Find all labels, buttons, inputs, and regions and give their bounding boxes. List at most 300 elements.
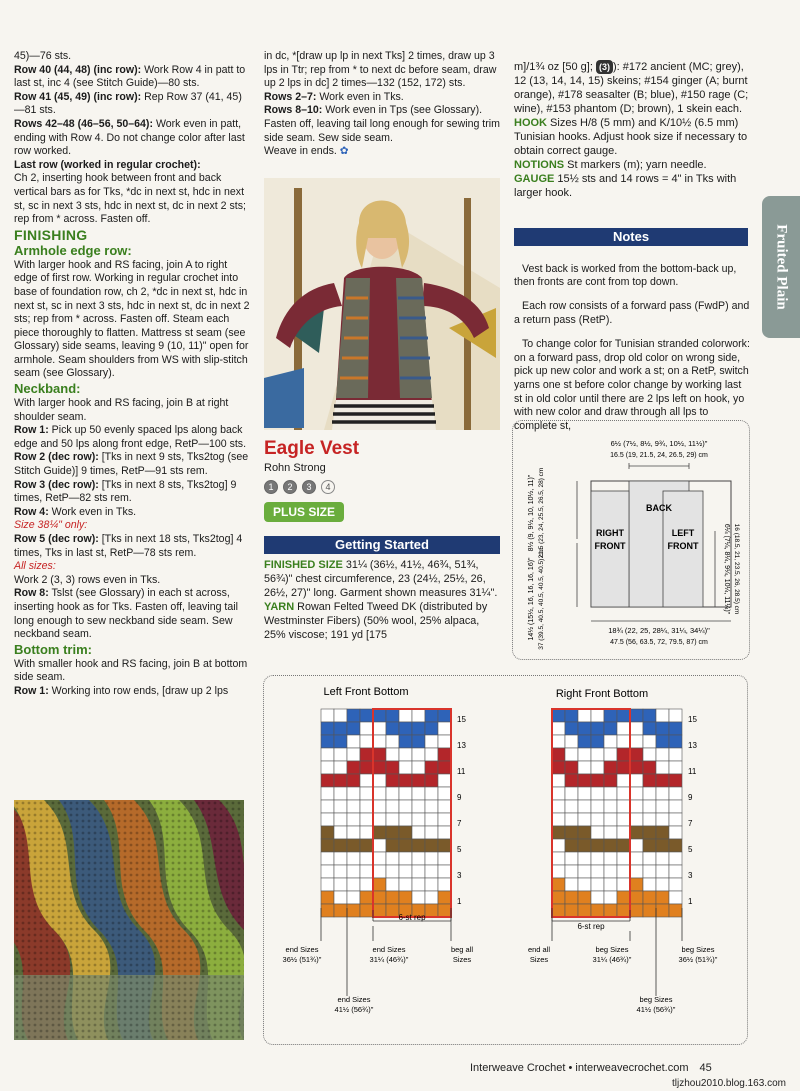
chart-cell: [578, 826, 591, 839]
note-3: To change color for Tunisian stranded colorwork: on a forward pass, drop old color on wrong side, pick up new color and work a st; on a RetP, switch yarns one st before color change by working last st in old color until there are 2 lps left on hook, yo with new color and draw through all lps to complete st,: [514, 338, 750, 432]
chart-cell: [604, 735, 617, 748]
chart-cell: [386, 774, 399, 787]
chart-cell: [360, 800, 373, 813]
chart-cell: [617, 722, 630, 735]
chart-cell: [591, 865, 604, 878]
chart-cell: [425, 722, 438, 735]
chart-cell: [334, 800, 347, 813]
chart-cell: [630, 813, 643, 826]
chart-cell: [334, 865, 347, 878]
hook: [514, 116, 750, 158]
chart-cell: [412, 813, 425, 826]
chart-cell: [360, 774, 373, 787]
finished-size-text: 31¼ (36½, 41½, 46¾, 51¾, 56¾)" chest circumference, 23 (24½, 25½, 26, 26½, 27)" long. Garment shown measures 31¼".: [264, 559, 498, 599]
chart-cell: [373, 787, 386, 800]
chart-cell: [630, 865, 643, 878]
chart-cell: [552, 865, 565, 878]
row-heading: Row 4:: [14, 505, 49, 518]
chart-cell: [656, 878, 669, 891]
chart-cell: [334, 891, 347, 904]
bottom-trim-text: With smaller hook and RS facing, join B at bottom side seam.: [14, 657, 248, 684]
chart-cell: [347, 774, 360, 787]
left-rep-label: 6-st rep: [398, 913, 426, 922]
hook-label: HOOK: [514, 117, 547, 129]
chart-cell: [412, 865, 425, 878]
note-1: Vest back is worked from the bottom-back up, then fronts are cont from top down.: [514, 262, 737, 289]
chart-cell: [438, 709, 451, 722]
row-number: 5: [457, 845, 462, 854]
chart-cell: [386, 904, 399, 917]
chart-cell: [578, 878, 591, 891]
chart-cell: [578, 852, 591, 865]
schematic-top-dim: 6½ (7½, 8½, 9¾, 10½, 11½)": [610, 439, 708, 448]
chart-cell: [399, 826, 412, 839]
chart-cell: [412, 826, 425, 839]
chart-cell: [347, 787, 360, 800]
schematic-left-front-1: LEFT: [671, 528, 695, 538]
chart-cell: [399, 722, 412, 735]
row-text: [Tks in next 9 sts, Tks2tog (see Stitch Guide)] 9 times, RetP—91 sts rem.: [14, 451, 249, 478]
schematic-left-bot-cm: 37 (39.5, 40.5, 40.5, 40.5, 40.5) cm: [538, 548, 545, 650]
chart-cell: [669, 852, 682, 865]
neck-row-1: [14, 424, 252, 451]
row-number: 9: [688, 793, 693, 802]
row-41: [14, 91, 252, 118]
row-number: 15: [688, 715, 697, 724]
right-beg-b-1: beg Sizes: [595, 945, 629, 954]
chart-cell: [321, 891, 334, 904]
chart-cell: [656, 722, 669, 735]
schematic-back-label: BACK: [646, 503, 672, 513]
chart-cell: [617, 735, 630, 748]
chart-cell: [604, 709, 617, 722]
chart-cell: [360, 813, 373, 826]
chart-cell: [578, 735, 591, 748]
chart-cell: [360, 787, 373, 800]
chart-cell: [617, 709, 630, 722]
chart-cell: [321, 839, 334, 852]
row-heading: Row 40 (44, 48) (inc row):: [14, 63, 142, 76]
chart-cell: [643, 839, 656, 852]
chart-cell: [552, 748, 565, 761]
finishing-heading: FINISHING: [14, 226, 88, 243]
rows-8-10: [264, 104, 500, 145]
chart-cell: [604, 852, 617, 865]
chart-cell: [399, 761, 412, 774]
notions: [514, 158, 750, 172]
notions-text: St markers (m); yarn needle.: [564, 159, 707, 171]
chart-cell: [643, 891, 656, 904]
chart-cell: [425, 904, 438, 917]
chart-cell: [347, 722, 360, 735]
chart-cell: [552, 826, 565, 839]
chart-cell: [565, 748, 578, 761]
chart-cell: [321, 813, 334, 826]
chart-cell: [552, 774, 565, 787]
chart-cell: [412, 891, 425, 904]
skill-level-1: 1: [264, 480, 278, 494]
chart-cell: [552, 722, 565, 735]
chart-cell: [438, 748, 451, 761]
chart-cell: [617, 878, 630, 891]
neck-row-2: [14, 451, 252, 478]
section-tab: [762, 196, 800, 338]
schematic-left-bot-dim: 14½ (15½, 16, 16, 16, 16)": [528, 557, 535, 641]
footer-magazine: Interweave Crochet: [470, 1062, 566, 1074]
chart-cell: [438, 839, 451, 852]
chart-cell: [373, 839, 386, 852]
row-text: Work even in patt, ending with Row 4. Do not change color after last row worked.: [14, 117, 245, 158]
yarn-label: YARN: [264, 601, 295, 613]
pattern-title: Eagle Vest: [264, 438, 360, 459]
chart-cell: [630, 904, 643, 917]
chart-cell: [591, 800, 604, 813]
row-heading: Row 2 (dec row):: [14, 451, 99, 464]
chart-cell: [604, 761, 617, 774]
left-beg-all-2: Sizes: [452, 955, 472, 964]
chart-cell: [565, 787, 578, 800]
chart-cell: [552, 735, 565, 748]
chart-cell: [591, 774, 604, 787]
chart-cell: [347, 800, 360, 813]
getting-started-section: [264, 536, 500, 642]
chart-cell: [334, 774, 347, 787]
chart-cell: [373, 852, 386, 865]
skill-level-4: 4: [321, 480, 335, 494]
chart-cell: [552, 761, 565, 774]
bottom-row-1: [14, 685, 252, 699]
row-text: Tslst (see Glossary) in each st across, inserting hook as for Tks. Fasten off, leaving tail long enough to sew neckband side seam. Sew neckband seam.: [14, 587, 238, 641]
schematic-left-top-dim: 8½ (9, 9½, 10, 10½, 11)": [528, 474, 535, 552]
chart-cell: [334, 787, 347, 800]
chart-cell: [643, 813, 656, 826]
chart-cell: [360, 904, 373, 917]
chart-cell: [425, 761, 438, 774]
chart-cell: [373, 735, 386, 748]
row-heading: Row 41 (45, 49) (inc row):: [14, 90, 142, 103]
knit-detail-photo: [14, 800, 244, 1040]
chart-cell: [630, 735, 643, 748]
chart-cell: [565, 865, 578, 878]
chart-cell: [373, 891, 386, 904]
chart-cell: [360, 839, 373, 852]
row-heading: Row 1:: [14, 684, 49, 697]
chart-cell: [438, 826, 451, 839]
row-40: [14, 64, 252, 91]
note-2: Each row consists of a forward pass (FwdP) and a return pass (RetP).: [514, 300, 750, 326]
chart-cell: [630, 839, 643, 852]
chart-cell: [334, 761, 347, 774]
chart-cell: [373, 709, 386, 722]
chart-cell: [373, 904, 386, 917]
chart-cell: [438, 800, 451, 813]
chart-cell: [578, 800, 591, 813]
chart-cell: [360, 826, 373, 839]
chart-cell: [643, 800, 656, 813]
chart-cell: [656, 839, 669, 852]
row-number: 9: [457, 793, 462, 802]
chart-cell: [334, 748, 347, 761]
chart-cell: [669, 813, 682, 826]
chart-cell: [591, 813, 604, 826]
schematic-right-dim: 6¼ (7¼, 8¼, 9¼, 10¼, 11¼)": [723, 523, 730, 615]
chart-cell: [617, 800, 630, 813]
chart-cell: [552, 709, 565, 722]
left-end-a-2: 36½ (51¾)": [282, 955, 322, 964]
end-flower-icon: ✿: [339, 145, 349, 158]
chart-cell: [617, 865, 630, 878]
notions-label: NOTIONS: [514, 159, 565, 171]
chart-cell: [552, 800, 565, 813]
chart-cell: [591, 891, 604, 904]
chart-cell: [565, 852, 578, 865]
chart-cell: [669, 826, 682, 839]
chart-cell: [669, 735, 682, 748]
chart-cell: [360, 735, 373, 748]
chart-cell: [630, 787, 643, 800]
chart-cell: [617, 904, 630, 917]
chart-cell: [591, 735, 604, 748]
vest-model-photo: [264, 178, 500, 430]
chart-cell: [565, 774, 578, 787]
chart-cell: [399, 748, 412, 761]
chart-cell: [347, 852, 360, 865]
right-beg-c-1: beg Sizes: [639, 995, 673, 1004]
chart-cell: [373, 722, 386, 735]
chart-cell: [656, 735, 669, 748]
chart-cell: [578, 774, 591, 787]
chart-cell: [591, 787, 604, 800]
chart-cell: [630, 891, 643, 904]
chart-cell: [347, 813, 360, 826]
chart-cell: [669, 865, 682, 878]
chart-cell: [656, 800, 669, 813]
chart-cell: [656, 865, 669, 878]
column-right: [514, 60, 750, 200]
footer-page-number: 45: [699, 1062, 712, 1074]
chart-cell: [321, 878, 334, 891]
schematic-right-front-1: RIGHT: [596, 528, 624, 538]
chart-cell: [643, 787, 656, 800]
chart-cell: [643, 865, 656, 878]
chart-cell: [552, 852, 565, 865]
row-text: Rep Row 37 (41, 45)—81 sts.: [14, 90, 242, 117]
right-end-all-2: Sizes: [529, 955, 549, 964]
chart-cell: [552, 904, 565, 917]
right-chart-title: Right Front Bottom: [555, 688, 649, 700]
weave-text: Weave in ends.: [264, 145, 337, 158]
chart-cell: [630, 878, 643, 891]
chart-cell: [347, 709, 360, 722]
chart-cell: [604, 865, 617, 878]
gauge-text: 15½ sts and 14 rows = 4" in Tks with larger hook.: [514, 173, 737, 199]
chart-cell: [591, 839, 604, 852]
gauge-label: GAUGE: [514, 173, 555, 185]
chart-cell: [604, 774, 617, 787]
chart-cell: [565, 722, 578, 735]
left-row-numbers: [457, 715, 466, 906]
chart-cell: [604, 826, 617, 839]
schematic-top-cm: 16.5 (19, 21.5, 24, 26.5, 29) cm: [610, 452, 708, 459]
chart-cell: [617, 852, 630, 865]
row-text: [Tks in next 8 sts, Tks2tog] 9 times, RetP—82 sts rem.: [14, 478, 237, 505]
row-heading: Row 1:: [14, 424, 49, 437]
chart-cell: [669, 891, 682, 904]
chart-cell: [438, 735, 451, 748]
chart-cell: [669, 839, 682, 852]
chart-cell: [643, 878, 656, 891]
chart-cell: [399, 865, 412, 878]
chart-cell: [386, 852, 399, 865]
column-left: [14, 50, 252, 699]
chart-cell: [386, 722, 399, 735]
chart-cell: [578, 787, 591, 800]
row-heading: Row 5 (dec row):: [14, 533, 99, 545]
schematic-bottom-cm: 47.5 (56, 63.5, 72, 79.5, 87) cm: [610, 639, 708, 646]
neckband-heading: Neckband:: [14, 381, 81, 397]
right-beg-b-2: 31¼ (46¾)": [592, 955, 632, 964]
chart-cell: [604, 839, 617, 852]
schematic-right-cm: 16 (18.5, 21, 23.5, 26, 28.5) cm: [733, 523, 740, 615]
chart-cell: [591, 852, 604, 865]
colorwork-charts: [263, 675, 748, 1045]
right-end-all-1: end all: [527, 945, 551, 954]
chart-cell: [399, 774, 412, 787]
chart-cell: [643, 735, 656, 748]
chart-cell: [643, 852, 656, 865]
chart-cell: [347, 748, 360, 761]
chart-cell: [399, 813, 412, 826]
row-number: 3: [457, 871, 462, 880]
chart-cell: [412, 787, 425, 800]
chart-cell: [578, 891, 591, 904]
chart-cell: [321, 787, 334, 800]
row-number: 5: [688, 845, 693, 854]
chart-cell: [630, 826, 643, 839]
chart-cell: [656, 774, 669, 787]
chart-cell: [617, 748, 630, 761]
chart-cell: [412, 735, 425, 748]
chart-cell: [347, 878, 360, 891]
chart-cell: [412, 761, 425, 774]
chart-cell: [438, 813, 451, 826]
chart-cell: [347, 735, 360, 748]
chart-cell: [386, 800, 399, 813]
chart-cell: [565, 891, 578, 904]
text-line: 45)—76 sts.: [14, 50, 72, 62]
weave-in: [264, 145, 500, 159]
plus-size-badge: PLUS SIZE: [264, 502, 344, 522]
chart-cell: [425, 852, 438, 865]
schematic-diagram: [512, 420, 750, 660]
row-heading: Rows 8–10:: [264, 104, 323, 117]
chart-cell: [386, 826, 399, 839]
chart-cell: [360, 865, 373, 878]
chart-cell: [617, 826, 630, 839]
footer-site: interweavecrochet.com: [575, 1062, 689, 1074]
chart-cell: [334, 722, 347, 735]
all-sizes-text: Work 2 (3, 3) rows even in Tks.: [14, 573, 161, 586]
chart-cell: [604, 878, 617, 891]
last-row-heading: Last row (worked in regular crochet):: [14, 158, 201, 171]
right-beg-a-1: beg Sizes: [681, 945, 715, 954]
chart-cell: [373, 761, 386, 774]
row-text: [Tks in next 18 sts, Tks2tog] 4 times, Tks in last st, RetP—78 sts rem.: [14, 533, 243, 559]
row-number: 1: [688, 897, 693, 906]
chart-cell: [669, 904, 682, 917]
chart-cell: [399, 878, 412, 891]
chart-cell: [334, 852, 347, 865]
chart-cell: [425, 891, 438, 904]
chart-cell: [386, 865, 399, 878]
chart-cell: [604, 722, 617, 735]
chart-cell: [334, 735, 347, 748]
row-number: 7: [457, 819, 462, 828]
left-end-a-1: end Sizes: [285, 945, 319, 954]
chart-cell: [386, 735, 399, 748]
row-heading: Row 8:: [14, 587, 49, 600]
chart-cell: [591, 878, 604, 891]
rows-2-7: [264, 91, 500, 105]
chart-cell: [643, 709, 656, 722]
chart-cell: [373, 813, 386, 826]
chart-cell: [425, 839, 438, 852]
row-number: 7: [688, 819, 693, 828]
right-beg-a-2: 36½ (51¾)": [678, 955, 718, 964]
row-number: 11: [457, 767, 466, 776]
chart-cell: [386, 839, 399, 852]
chart-cell: [578, 813, 591, 826]
chart-cell: [604, 787, 617, 800]
rows-42-48: [14, 118, 252, 159]
row-text: Work even in Tps (see Glossary). Fasten off, leaving tail long enough for sewing trim side seam. Sew side seam.: [264, 104, 500, 144]
chart-cell: [321, 852, 334, 865]
chart-cell: [425, 774, 438, 787]
chart-cell: [386, 709, 399, 722]
chart-cell: [399, 891, 412, 904]
chart-cell: [552, 839, 565, 852]
chart-cell: [425, 865, 438, 878]
chart-cell: [565, 735, 578, 748]
chart-cell: [604, 904, 617, 917]
left-end-b-2: 31¼ (46¾)": [369, 955, 409, 964]
schematic-right-front-2: FRONT: [594, 541, 626, 551]
chart-cell: [617, 774, 630, 787]
chart-cell: [656, 852, 669, 865]
row-number: 13: [688, 741, 697, 750]
chart-cell: [321, 761, 334, 774]
chart-cell: [399, 787, 412, 800]
neck-row-8: [14, 587, 252, 641]
yarn-weight-icon: (3): [596, 60, 613, 74]
chart-cell: [412, 774, 425, 787]
row-heading: Row 3 (dec row):: [14, 478, 99, 491]
chart-cell: [321, 722, 334, 735]
chart-cell: [438, 891, 451, 904]
chart-cell: [578, 839, 591, 852]
chart-cell: [630, 709, 643, 722]
chart-cell: [669, 709, 682, 722]
chart-cell: [630, 748, 643, 761]
chart-cell: [669, 800, 682, 813]
chart-cell: [438, 865, 451, 878]
footer-bullet: •: [568, 1062, 576, 1074]
chart-cell: [669, 761, 682, 774]
left-beg-all-1: beg all: [450, 945, 474, 954]
neck-row-3: [14, 479, 252, 506]
chart-cell: [386, 891, 399, 904]
right-front-chart: [552, 709, 682, 917]
